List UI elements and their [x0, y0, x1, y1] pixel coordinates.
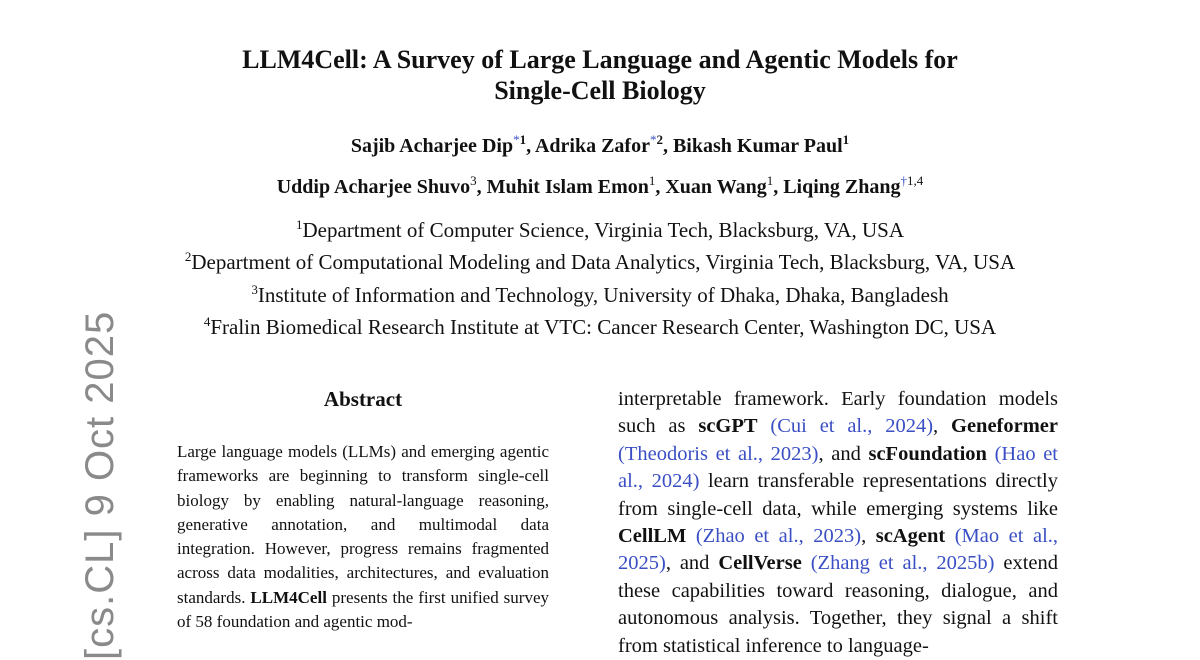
corresponding-author-mark: †: [900, 173, 908, 188]
author-name: Muhit Islam Emon: [486, 176, 649, 198]
affiliation-text: Institute of Information and Technology, University of Dhaka, Dhaka, Bangladesh: [257, 283, 949, 307]
arxiv-stamp: [cs.CL] 9 Oct 2025: [78, 310, 122, 660]
author-affiliation-sup: 1: [842, 132, 850, 147]
body-text: ,: [933, 415, 939, 438]
author-name: Adrika Zafor: [534, 135, 650, 157]
affiliation-number: 1: [295, 217, 303, 232]
abstract-sentence: presents the first unified survey of 58 foundation and agentic mod-: [177, 587, 550, 632]
citation-link[interactable]: (Hao et al., 2024): [618, 442, 1058, 493]
model-name: scAgent: [875, 525, 946, 548]
abstract-body: [177, 440, 549, 634]
affiliation-2: [0, 250, 1200, 274]
citation-link[interactable]: (Zhao et al., 2023): [695, 525, 862, 548]
affiliation-number: 4: [203, 314, 211, 329]
author-name: Bikash Kumar Paul: [672, 135, 843, 157]
author-list-line1: Sajib Acharjee Dip$^{*1}$, Adrika Zafor$^{*2}$, Bikash Kumar Paul$^1$: [350, 132, 850, 157]
body-text: , and: [818, 442, 861, 465]
citation-link[interactable]: (Cui et al., 2024): [770, 415, 934, 438]
affiliation-text: Department of Computer Science, Virginia Tech, Blacksburg, VA, USA: [302, 218, 904, 242]
citation-link[interactable]: (Theodoris et al., 2023): [618, 442, 819, 465]
author-name: Xuan Wang: [665, 176, 767, 198]
affiliation-number: 2: [184, 249, 192, 264]
body-text: learn transferable representations directly from single-cell data, while emerging systems like: [618, 470, 1059, 520]
paper-title-line2: Single-Cell Biology: [494, 76, 706, 105]
affiliation-4: [0, 315, 1200, 339]
affiliation-text: Fralin Biomedical Research Institute at VTC: Cancer Research Center, Washington DC, USA: [210, 315, 997, 339]
body-text: extend these capabilities toward reasoning, dialogue, and autonomous analysis. Together, they signal a shift from statistical inference to language-: [618, 552, 1059, 657]
model-name: Geneformer: [951, 415, 1059, 438]
author-affiliation-sup: 1: [766, 173, 774, 188]
author-affiliation-sup: 2: [656, 132, 663, 147]
paper-title-line1: LLM4Cell: A Survey of Large Language and Agentic Models for: [242, 45, 958, 74]
affiliation-3: [0, 283, 1200, 307]
body-text: ,: [861, 525, 867, 548]
author-affiliation-sup: 1,4: [907, 173, 924, 188]
citation-link[interactable]: (Mao et al., 2025): [618, 525, 1059, 575]
model-name: scFoundation: [868, 442, 987, 465]
paper-title: [0, 44, 1200, 106]
author-affiliation-sup: 3: [470, 173, 477, 188]
model-name: CellVerse: [718, 552, 802, 575]
body-text: , and: [665, 552, 710, 575]
abstract-heading: Abstract: [323, 387, 403, 411]
author-affiliation-sup: 1: [648, 173, 656, 188]
author-affiliation-sup: 1: [519, 132, 527, 147]
survey-name: LLM4Cell: [250, 587, 327, 607]
author-name: Sajib Acharjee Dip: [350, 135, 514, 157]
intro-paragraph: [618, 386, 1058, 660]
abstract-sentence: Large language models (LLMs) and emerging agentic frameworks are beginning to transform single-cell biology by enabling natural-language reasoning, generative annotation, and multimodal data integration. However, progress remains fragmented across data modalities, architectures, and evaluation standards.: [177, 442, 549, 607]
equal-contribution-mark: *: [649, 132, 657, 147]
body-text: interpretable framework. Early foundation models such as: [618, 388, 1058, 438]
citation-link[interactable]: (Zhang et al., 2025b): [810, 552, 995, 575]
author-name: Uddip Acharjee Shuvo: [276, 176, 471, 198]
affiliation-number: 3: [251, 282, 258, 297]
affiliation-text: Department of Computational Modeling and Data Analytics, Virginia Tech, Blacksburg, VA, USA: [191, 250, 1016, 274]
equal-contribution-mark: *: [513, 132, 520, 147]
affiliation-1: [0, 218, 1200, 242]
model-name: CellLM: [618, 525, 687, 548]
author-list-line2: Uddip Acharjee Shuvo$^3$, Muhit Islam Emon$^1$, Xuan Wang$^1$, Liqing Zhang$^{\dagger 1,4}$: [276, 173, 924, 198]
model-name: scGPT: [698, 415, 758, 438]
author-name: Liqing Zhang: [783, 176, 901, 198]
